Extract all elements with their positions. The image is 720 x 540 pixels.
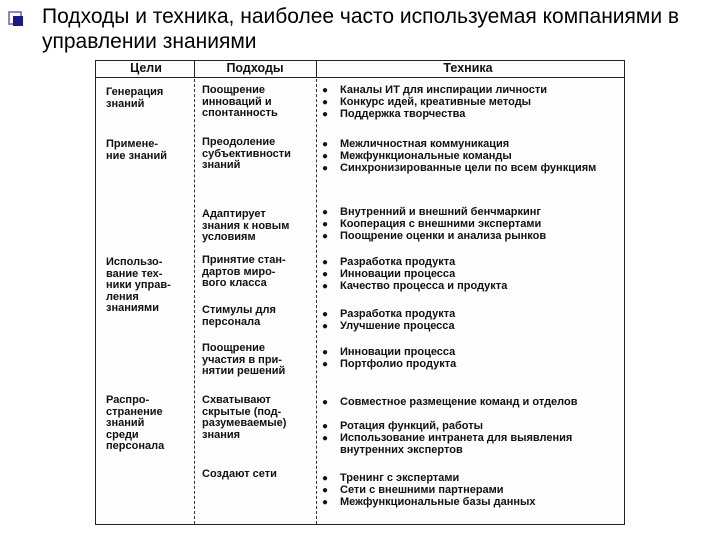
header-techniques: Техника	[443, 61, 493, 75]
approach-cell: Стимулы для персонала	[202, 304, 276, 328]
technique-item: Совместное размещение команд и отделов	[340, 396, 578, 408]
technique-item: Качество процесса и продукта	[340, 280, 508, 292]
bullet-icon: ●	[322, 207, 329, 218]
bullet-icon: ●	[322, 269, 329, 280]
technique-item: Разработка продукта	[340, 308, 456, 320]
technique-item: Синхронизированные цели по всем функциям	[340, 162, 597, 174]
column-divider-1	[194, 79, 195, 524]
bullet-icon: ●	[322, 231, 329, 242]
technique-item: Межличностная коммуникация	[340, 138, 510, 150]
bullet-icon: ●	[322, 219, 329, 230]
technique-item: Портфолио продукта	[340, 358, 457, 370]
technique-item: Поддержка творчества	[340, 108, 466, 120]
technique-item: Сети с внешними партнерами	[340, 484, 504, 496]
bullet-icon: ●	[322, 359, 329, 370]
bullet-icon: ●	[322, 497, 329, 508]
bullet-icon: ●	[322, 347, 329, 358]
bullet-icon: ●	[322, 163, 329, 174]
bullet-icon: ●	[322, 151, 329, 162]
approach-cell: Создают сети	[202, 468, 277, 480]
approach-cell: Преодоление субъективности знаний	[202, 136, 291, 172]
column-divider-2	[316, 79, 317, 524]
technique-item: Улучшение процесса	[340, 320, 455, 332]
technique-item: Внутренний и внешний бенчмаркинг	[340, 206, 541, 218]
technique-item: Тренинг с экспертами	[340, 472, 460, 484]
bullet-icon: ●	[322, 257, 329, 268]
technique-item: Межфункциональные команды	[340, 150, 512, 162]
header-approaches: Подходы	[226, 61, 284, 75]
knowledge-management-table	[95, 60, 625, 525]
slide-title: Подходы и техника, наиболее часто используемая компаниями в управлении знаниями	[42, 5, 680, 53]
bullet-icon: ●	[322, 139, 329, 150]
bullet-icon: ●	[322, 397, 329, 408]
technique-item: Конкурс идей, креативные методы	[340, 96, 532, 108]
technique-item: Инновации процесса	[340, 346, 456, 358]
bullet-icon: ●	[322, 309, 329, 320]
approach-cell: Принятие стан- дартов миро- вого класса	[202, 254, 286, 290]
technique-item: Инновации процесса	[340, 268, 456, 280]
slide-bullet-icon	[8, 11, 24, 27]
technique-item: Кооперация с внешними экспертами	[340, 218, 542, 230]
approach-cell: Адаптирует знания к новым условиям	[202, 208, 290, 244]
technique-item: Межфункциональные базы данных	[340, 496, 536, 508]
header-goals: Цели	[130, 61, 162, 75]
technique-item: Каналы ИТ для инспирации личности	[340, 84, 548, 96]
approach-cell: Поощрение участия в при- нятии решений	[202, 342, 286, 378]
goal-cell: Использо- вание тех- ники управ- ления знаниями	[106, 256, 171, 315]
bullet-icon: ●	[322, 85, 329, 96]
bullet-icon: ●	[322, 97, 329, 108]
approach-cell: Схватывают скрытые (под- разумеваемые) знания	[202, 394, 287, 441]
approach-cell: Поощрение инноваций и спонтанность	[202, 84, 278, 120]
goal-cell: Распро- странение знаний среди персонала	[106, 394, 165, 453]
technique-item: Разработка продукта	[340, 256, 456, 268]
bullet-icon: ●	[322, 473, 329, 484]
bullet-icon: ●	[322, 485, 329, 496]
bullet-icon: ●	[322, 321, 329, 332]
bullet-icon: ●	[322, 109, 329, 120]
goal-cell: Генерация знаний	[106, 86, 164, 110]
technique-item: Поощрение оценки и анализа рынков	[340, 230, 547, 242]
bullet-icon: ●	[322, 433, 329, 444]
bullet-icon: ●	[322, 281, 329, 292]
header-divider	[96, 77, 624, 78]
technique-item: Использование интранета для выявления внутренних экспертов	[340, 432, 573, 456]
technique-item: Ротация функций, работы	[340, 420, 484, 432]
goal-cell: Примене- ние знаний	[106, 138, 167, 162]
bullet-icon: ●	[322, 421, 329, 432]
